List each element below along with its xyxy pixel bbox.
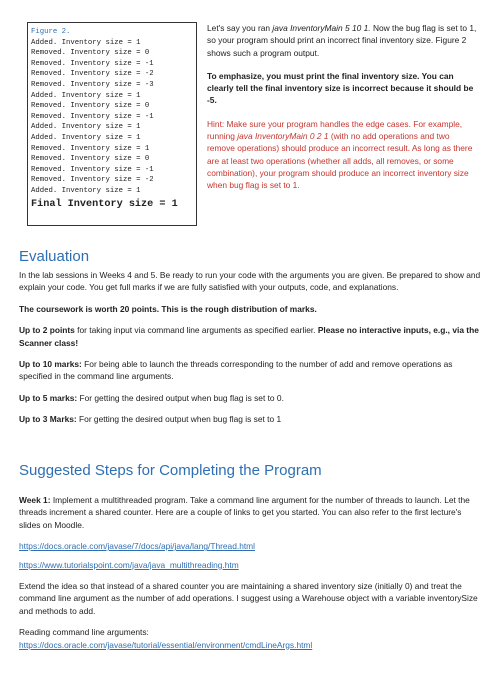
- inline-command: java InventoryMain 5 10 1.: [272, 23, 371, 33]
- text-run: (with no add operations and two remove operations) should produce an incorrect result. As long as there are at least two operations (whether all adds, all removes, or some combination), your program should produce an incorrect inventory size when bug flag is set to 1.: [207, 131, 473, 191]
- reading-label: Reading command line arguments:: [19, 627, 149, 638]
- text-run: For being able to launch the threads corresponding to the number of add and remove operations as specified in the command line arguments.: [19, 359, 453, 382]
- extend-paragraph: Extend the idea so that instead of a shared counter you are maintaining a shared inventory size (initially 0) and treat the command line argument as the number of add operations. I suggest using a Warehouse object with a variable inventorySize and methods to add.: [19, 581, 478, 616]
- figure-title: Figure 2.: [31, 28, 71, 36]
- text-run: For getting the desired output when bug flag is set to 0.: [77, 392, 284, 403]
- right-column-text: [207, 22, 477, 203]
- cmdline-args-link[interactable]: https://docs.oracle.com/javase/tutorial/essential/environment/cmdLineArgs.html: [19, 639, 313, 650]
- figure-line: Removed. Inventory size = -2: [31, 70, 154, 79]
- text-run: For getting the desired output when bug flag is set to 1: [76, 414, 282, 425]
- figure-line: Removed. Inventory size = 1: [31, 144, 150, 153]
- mark-item-2: [19, 358, 481, 383]
- mark-label: Up to 3 Marks:: [19, 414, 77, 425]
- figure-line: Removed. Inventory size = 0: [31, 155, 150, 164]
- mark-item-3: [19, 392, 481, 404]
- text-run: Let's say you ran: [207, 23, 273, 33]
- figure-line: Removed. Inventory size = 0: [31, 102, 150, 111]
- text-run: for taking input via command line arguments as specified earlier.: [74, 325, 318, 336]
- paragraph-emphasis: To emphasize, you must print the final inventory size. You can clearly tell the final inventory size is incorrect because it should be -5.: [207, 70, 474, 106]
- figure-line: Removed. Inventory size = -1: [31, 112, 154, 121]
- figure-2-output-box: [27, 22, 197, 226]
- evaluation-section: [19, 248, 481, 435]
- thread-docs-link[interactable]: https://docs.oracle.com/javase/7/docs/api/java/lang/Thread.html: [19, 541, 256, 552]
- mark-label: Up to 5 marks:: [19, 392, 78, 403]
- suggested-steps-section: [19, 462, 481, 660]
- figure-line: Added. Inventory size = 1: [31, 123, 141, 132]
- steps-heading: Suggested Steps for Completing the Program: [19, 462, 322, 479]
- figure-line: Added. Inventory size = 1: [31, 186, 141, 195]
- mark-label: Up to 2 points: [19, 325, 75, 336]
- text-run: Hint: Make sure your program handles the edge cases. For example, running: [207, 118, 463, 142]
- mark-label: Up to 10 marks:: [19, 359, 82, 370]
- figure-line: Added. Inventory size = 1: [31, 38, 141, 47]
- mark-note: Please no interactive inputs, e.g., via the Scanner class!: [19, 325, 479, 348]
- figure-line: Removed. Inventory size = -1: [31, 59, 154, 68]
- figure-line: Removed. Inventory size = -2: [31, 176, 154, 185]
- figure-line: Removed. Inventory size = 0: [31, 49, 150, 58]
- figure-line: Removed. Inventory size = -1: [31, 165, 154, 174]
- figure-line: Removed. Inventory size = -3: [31, 80, 154, 89]
- paragraph-scenario: [207, 22, 477, 59]
- multithreading-tutorial-link[interactable]: https://www.tutorialspoint.com/java/java_multithreading.htm: [19, 559, 239, 570]
- figure-final-line: Final Inventory size = 1: [31, 198, 178, 210]
- text-run: Implement a multithreaded program. Take a command line argument for the number of threads to launch. Let the threads increment a shared counter. Here are a couple of links to get you started. You can also refer to the first lecture's slides on Moodle.: [19, 495, 470, 530]
- evaluation-worth: The coursework is worth 20 points. This is the rough distribution of marks.: [19, 303, 317, 314]
- inline-command: java InventoryMain 0 2 1: [237, 131, 329, 142]
- mark-item-1: [19, 324, 481, 349]
- mark-item-4: [19, 413, 481, 425]
- week-label: Week 1:: [19, 495, 51, 505]
- figure-line: Added. Inventory size = 1: [31, 133, 141, 142]
- week1-paragraph: [19, 494, 481, 531]
- figure-line: Added. Inventory size = 1: [31, 91, 141, 100]
- evaluation-intro: In the lab sessions in Weeks 4 and 5. Be ready to run your code with the arguments you are given. Be prepared to show and explain your code. You get full marks if we are fully satisfied with your outputs, code, and explanations.: [19, 270, 481, 293]
- paragraph-hint: [207, 118, 477, 192]
- text-run: Now the bug flag is set to 1, so your program should print an incorrect final inventory size. Figure 2 shows such a program output.: [207, 23, 477, 58]
- evaluation-heading: Evaluation: [19, 248, 90, 265]
